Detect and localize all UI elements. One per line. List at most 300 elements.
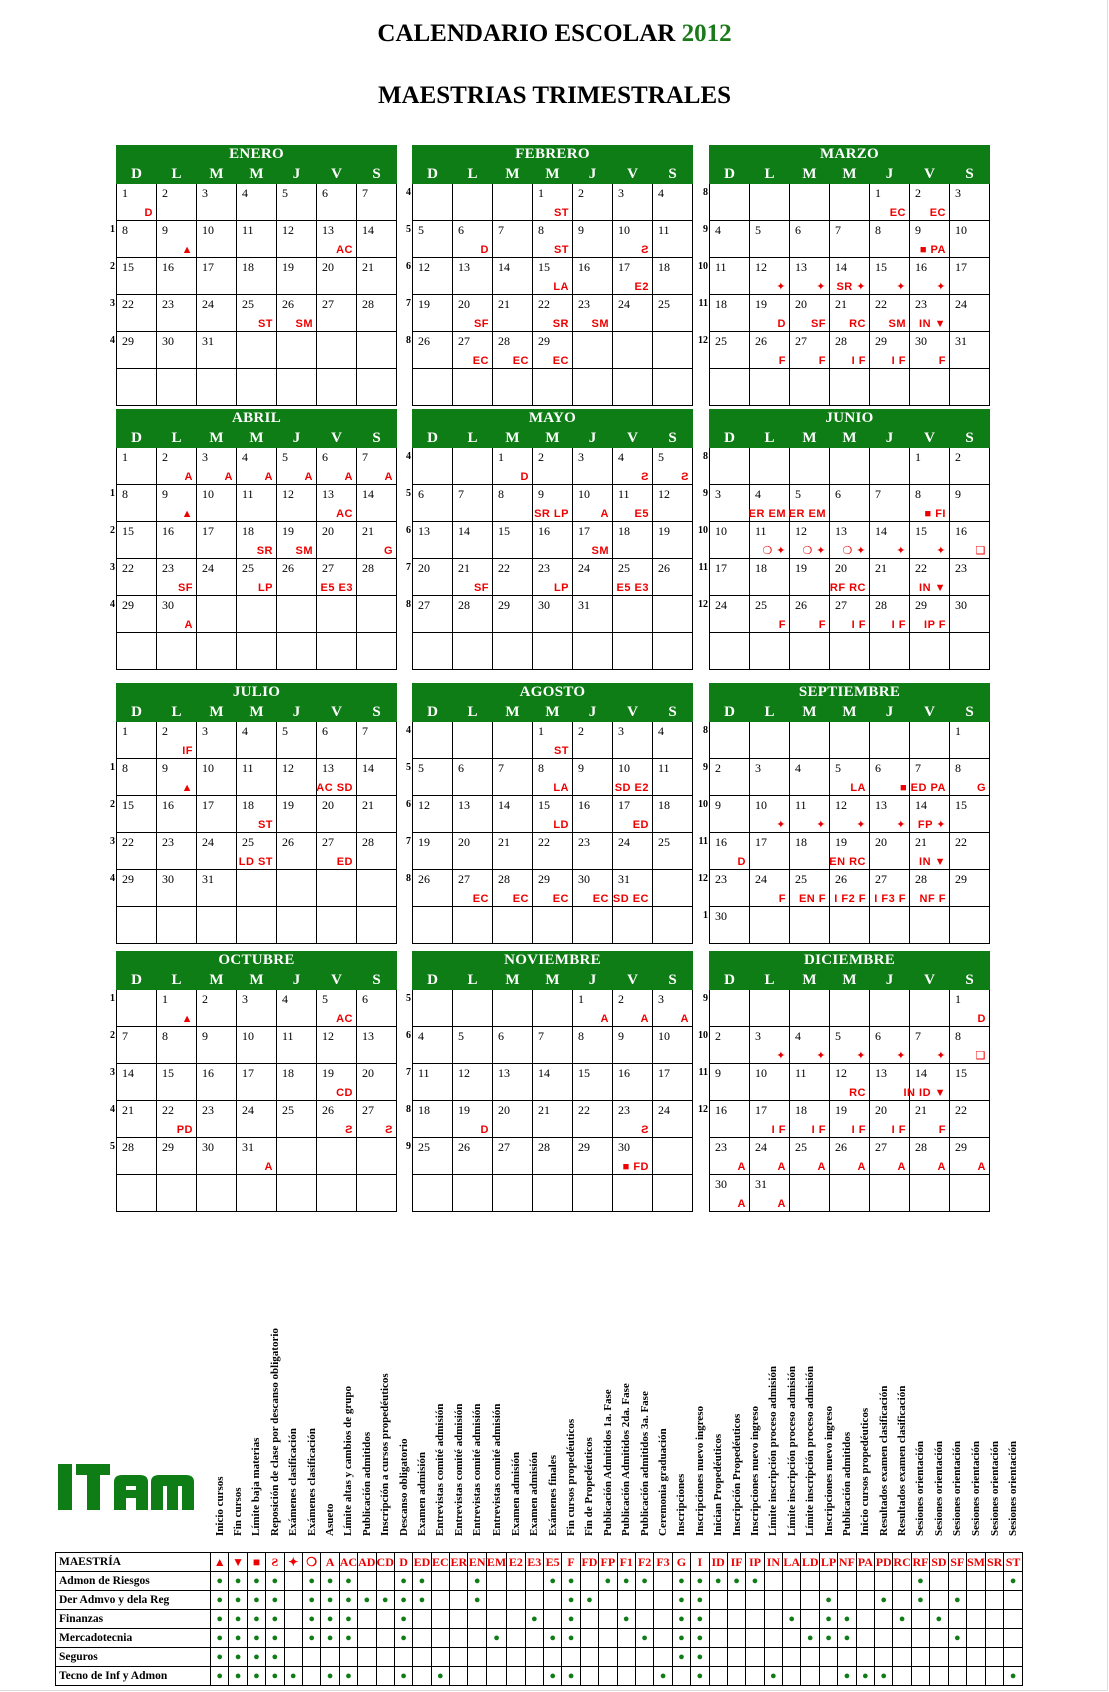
legend-code: F1 — [617, 1553, 635, 1572]
day-number: 27 — [835, 598, 847, 612]
applies-dot: ● — [266, 1572, 284, 1591]
legend-table — [55, 1292, 1023, 1686]
day-number: 24 — [755, 1140, 767, 1154]
day-cell — [453, 184, 493, 221]
event-code: SM — [591, 318, 609, 330]
day-number: 17 — [955, 260, 967, 274]
day-cell — [573, 1027, 613, 1064]
day-number: 7 — [362, 724, 368, 738]
empty-cell — [1004, 1591, 1022, 1610]
day-cell — [406, 596, 453, 633]
day-cell — [698, 332, 750, 369]
day-number: 2 — [162, 724, 168, 738]
empty-cell — [358, 1572, 376, 1591]
event-code: RC — [849, 1087, 866, 1099]
day-number: 12 — [835, 798, 847, 812]
day-cell — [493, 990, 533, 1027]
day-number: 25 — [658, 835, 670, 849]
day-cell — [830, 722, 870, 759]
day-cell — [533, 759, 573, 796]
day-cell — [698, 1064, 750, 1101]
legend-description-cell — [764, 1292, 782, 1553]
day-cell — [950, 1027, 990, 1064]
day-cell — [406, 722, 453, 759]
day-cell — [573, 295, 613, 332]
weekday-header: J — [573, 971, 613, 990]
day-number: 29 — [875, 334, 887, 348]
applies-dot: ● — [727, 1572, 745, 1591]
legend-description-cell — [562, 1292, 580, 1553]
applies-dot: ● — [635, 1572, 653, 1591]
day-cell — [910, 332, 950, 369]
day-cell — [653, 907, 693, 944]
day-cell — [357, 1027, 397, 1064]
applies-dot: ● — [672, 1648, 690, 1667]
legend-description: Publicación admitidos 3a. Fase — [638, 1391, 651, 1536]
day-number: 30 — [715, 1177, 727, 1191]
legend-description: Fin cursos propedéuticos — [565, 1418, 578, 1536]
day-cell — [830, 1027, 870, 1064]
day-cell — [613, 990, 653, 1027]
day-cell — [277, 369, 317, 406]
day-cell — [453, 907, 493, 944]
empty-cell — [856, 1591, 874, 1610]
day-number: 13 — [418, 524, 430, 538]
event-code: Ƨ — [641, 471, 649, 483]
empty-cell — [599, 1648, 617, 1667]
day-cell — [533, 833, 573, 870]
day-cell — [653, 596, 693, 633]
day-cell — [870, 522, 910, 559]
weekday-header: V — [317, 165, 357, 184]
day-number: 13 — [835, 524, 847, 538]
day-cell — [653, 833, 693, 870]
month-name: JULIO — [116, 683, 397, 702]
day-number: 16 — [202, 1066, 214, 1080]
day-cell — [117, 633, 157, 670]
weekday-header: J — [573, 165, 613, 184]
week-number: 10 — [698, 799, 708, 810]
day-number: 16 — [162, 524, 174, 538]
day-number: 4 — [715, 223, 721, 237]
event-code: D — [977, 1013, 986, 1025]
day-number: 9 — [955, 487, 961, 501]
day-number: 2 — [955, 450, 961, 464]
event-code: ❍ ✦ — [842, 545, 866, 557]
weekday-header: L — [750, 703, 790, 722]
legend-code: FP — [599, 1553, 617, 1572]
legend-code: E5 — [543, 1553, 561, 1572]
day-cell — [413, 369, 453, 406]
month-name: NOVIEMBRE — [412, 951, 693, 970]
day-number: 29 — [578, 1140, 590, 1154]
event-code: A — [737, 1161, 746, 1173]
empty-cell — [468, 1667, 486, 1686]
empty-cell — [562, 1648, 580, 1667]
event-code: ER EM — [748, 508, 786, 520]
day-cell — [870, 485, 910, 522]
day-cell — [910, 722, 950, 759]
day-number: 30 — [538, 598, 550, 612]
empty-cell — [654, 1610, 672, 1629]
day-number: 21 — [362, 798, 374, 812]
empty-cell — [709, 1629, 727, 1648]
week-number: 8 — [406, 335, 411, 346]
day-cell — [197, 990, 237, 1027]
day-number: 18 — [795, 835, 807, 849]
day-cell — [653, 184, 693, 221]
event-code: ✦ — [816, 281, 826, 293]
weekday-header: V — [613, 429, 653, 448]
program-name: Tecno de Inf y Admon — [56, 1667, 211, 1686]
empty-cell — [431, 1629, 449, 1648]
week-number: 7 — [406, 1067, 411, 1078]
weekday-header: J — [277, 971, 317, 990]
day-number: 8 — [122, 761, 128, 775]
day-number: 7 — [915, 1029, 921, 1043]
empty-cell — [284, 1572, 302, 1591]
day-cell — [750, 258, 790, 295]
day-cell — [493, 221, 533, 258]
day-number: 27 — [322, 561, 334, 575]
applies-dot: ● — [672, 1572, 690, 1591]
empty-cell — [783, 1591, 801, 1610]
empty-cell — [746, 1629, 764, 1648]
event-code: AC SD — [316, 782, 353, 794]
event-code: I F3 F — [874, 893, 906, 905]
day-cell — [237, 221, 277, 258]
week-number: 8 — [406, 599, 411, 610]
day-number: 9 — [538, 487, 544, 501]
week-number: 9 — [703, 488, 708, 499]
day-number: 21 — [498, 835, 510, 849]
day-cell — [830, 448, 870, 485]
day-cell — [110, 796, 157, 833]
legend-code: EC — [431, 1553, 449, 1572]
day-cell — [950, 796, 990, 833]
day-cell — [277, 722, 317, 759]
empty-cell — [284, 1648, 302, 1667]
day-number: 3 — [242, 992, 248, 1006]
day-number: 4 — [755, 487, 761, 501]
day-number: 27 — [458, 872, 470, 886]
day-number: 23 — [202, 1103, 214, 1117]
empty-cell — [727, 1667, 745, 1686]
day-number: 9 — [202, 1029, 208, 1043]
day-number: 28 — [498, 334, 510, 348]
day-number: 11 — [242, 223, 254, 237]
event-code: D — [480, 244, 489, 256]
legend-code: AD — [358, 1553, 376, 1572]
day-cell — [613, 295, 653, 332]
day-cell — [910, 1175, 950, 1212]
day-cell — [277, 1027, 317, 1064]
day-cell — [573, 1064, 613, 1101]
day-cell — [750, 722, 790, 759]
day-cell — [703, 184, 750, 221]
day-number: 18 — [795, 1103, 807, 1117]
applies-dot: ● — [893, 1610, 911, 1629]
month-name: ABRIL — [116, 409, 397, 428]
day-cell — [453, 258, 493, 295]
day-number: 14 — [915, 798, 927, 812]
day-cell — [317, 596, 357, 633]
day-number: 10 — [202, 223, 214, 237]
day-cell — [110, 522, 157, 559]
day-cell — [613, 184, 653, 221]
day-number: 12 — [835, 1066, 847, 1080]
day-cell — [357, 258, 397, 295]
day-number: 6 — [322, 450, 328, 464]
day-number: 16 — [955, 524, 967, 538]
day-number: 4 — [618, 450, 624, 464]
day-cell — [613, 1027, 653, 1064]
empty-cell — [746, 1591, 764, 1610]
legend-description-cell — [266, 1292, 284, 1553]
day-number: 28 — [122, 1140, 134, 1154]
legend-description: Entrevistas comité admisión — [434, 1403, 447, 1536]
event-code: EC — [512, 355, 529, 367]
day-number: 28 — [835, 334, 847, 348]
empty-cell — [893, 1591, 911, 1610]
weekday-header: D — [117, 429, 157, 448]
month-name: SEPTIEMBRE — [709, 683, 990, 702]
day-cell — [317, 1175, 357, 1212]
weekday-header: S — [950, 971, 990, 990]
legend-description: Asueto — [324, 1503, 337, 1536]
day-cell — [613, 796, 653, 833]
day-cell — [533, 1064, 573, 1101]
day-number: 23 — [162, 297, 174, 311]
week-number: 3 — [110, 836, 115, 847]
day-cell — [613, 1064, 653, 1101]
day-number: 2 — [538, 450, 544, 464]
day-number: 16 — [618, 1066, 630, 1080]
day-number: 3 — [202, 724, 208, 738]
legend-description-cell — [486, 1292, 506, 1553]
day-cell — [698, 796, 750, 833]
day-cell — [573, 596, 613, 633]
empty-cell — [801, 1648, 819, 1667]
weekday-header: J — [870, 971, 910, 990]
day-cell — [317, 522, 357, 559]
event-code: A — [264, 471, 273, 483]
day-cell — [453, 596, 493, 633]
day-number: 10 — [578, 487, 590, 501]
day-number: 19 — [658, 524, 670, 538]
empty-cell — [413, 1667, 431, 1686]
applies-dot: ● — [266, 1629, 284, 1648]
event-code: A — [264, 1161, 273, 1173]
day-cell — [317, 1064, 357, 1101]
title-text: CALENDARIO ESCOLAR — [377, 20, 676, 47]
event-code: A — [224, 471, 233, 483]
event-code: F — [938, 355, 946, 367]
applies-dot: ● — [562, 1572, 580, 1591]
program-name: Finanzas — [56, 1610, 211, 1629]
empty-cell — [284, 1629, 302, 1648]
empty-cell — [966, 1667, 985, 1686]
empty-cell — [599, 1591, 617, 1610]
day-number: 29 — [162, 1140, 174, 1154]
day-cell — [573, 522, 613, 559]
day-number: 17 — [715, 561, 727, 575]
day-cell — [710, 633, 750, 670]
event-code: NF F — [919, 893, 946, 905]
day-number: 18 — [658, 798, 670, 812]
event-code: ▲ — [181, 508, 193, 520]
day-cell — [317, 184, 357, 221]
day-cell — [950, 1101, 990, 1138]
week-number: 12 — [698, 599, 708, 610]
applies-dot: ● — [247, 1629, 265, 1648]
day-cell — [453, 221, 493, 258]
day-cell — [197, 559, 237, 596]
empty-cell — [599, 1629, 617, 1648]
day-cell — [406, 295, 453, 332]
empty-cell — [302, 1648, 320, 1667]
day-cell — [653, 722, 693, 759]
day-number: 11 — [658, 223, 670, 237]
day-cell — [830, 522, 870, 559]
empty-cell — [875, 1648, 893, 1667]
week-number: 6 — [406, 799, 411, 810]
legend-description-cell — [450, 1292, 468, 1553]
day-cell — [157, 596, 197, 633]
day-cell — [830, 833, 870, 870]
day-cell — [453, 332, 493, 369]
day-cell — [317, 258, 357, 295]
legend-description-cell — [211, 1292, 229, 1553]
event-code: ■ FD — [622, 1161, 649, 1173]
empty-cell — [856, 1610, 874, 1629]
empty-cell — [525, 1572, 543, 1591]
empty-cell — [727, 1591, 745, 1610]
day-number: 31 — [578, 598, 590, 612]
day-cell — [197, 596, 237, 633]
day-number: 24 — [658, 1103, 670, 1117]
empty-cell — [580, 1648, 598, 1667]
day-cell — [157, 522, 197, 559]
day-number: 7 — [538, 1029, 544, 1043]
applies-dot: ● — [838, 1610, 856, 1629]
event-code: ❍ ✦ — [762, 545, 786, 557]
empty-cell — [966, 1648, 985, 1667]
day-cell — [237, 759, 277, 796]
day-cell — [237, 184, 277, 221]
day-cell — [357, 332, 397, 369]
day-number: 14 — [915, 1066, 927, 1080]
day-cell — [237, 1064, 277, 1101]
day-number: 17 — [202, 260, 214, 274]
weekday-header: S — [950, 703, 990, 722]
day-number: 23 — [715, 872, 727, 886]
empty-cell — [376, 1610, 394, 1629]
day-cell — [157, 1175, 197, 1212]
legend-code: SD — [930, 1553, 948, 1572]
applies-dot: ● — [930, 1610, 948, 1629]
applies-dot: ● — [764, 1667, 782, 1686]
day-number: 3 — [578, 450, 584, 464]
day-cell — [237, 1175, 277, 1212]
applies-dot: ● — [229, 1572, 247, 1591]
event-code: E2 — [634, 281, 649, 293]
legend-description-cell — [468, 1292, 486, 1553]
legend-description: Examen admisión — [528, 1451, 541, 1536]
day-number: 3 — [202, 450, 208, 464]
event-code: FP ✦ — [917, 819, 946, 831]
weekday-header: M — [830, 703, 870, 722]
day-cell — [277, 258, 317, 295]
month-name: MAYO — [412, 409, 693, 428]
event-code: Ƨ — [641, 1124, 649, 1136]
applies-dot: ● — [599, 1572, 617, 1591]
event-code: Ƨ — [345, 1124, 353, 1136]
day-cell — [910, 369, 950, 406]
week-number: 9 — [703, 224, 708, 235]
weekday-header: M — [237, 703, 277, 722]
weekday-header: M — [533, 703, 573, 722]
day-cell — [653, 559, 693, 596]
day-cell — [870, 1138, 910, 1175]
legend-code: SM — [966, 1553, 985, 1572]
legend-description-cell — [247, 1292, 265, 1553]
legend-description-cell — [413, 1292, 431, 1553]
day-number: 2 — [162, 450, 168, 464]
day-cell — [790, 1138, 830, 1175]
weekday-header: S — [357, 165, 397, 184]
day-number: 10 — [202, 487, 214, 501]
day-number: 21 — [498, 297, 510, 311]
applies-dot: ● — [321, 1667, 339, 1686]
day-cell — [197, 1027, 237, 1064]
day-number: 16 — [715, 835, 727, 849]
day-cell — [197, 221, 237, 258]
day-number: 12 — [282, 487, 294, 501]
empty-cell — [507, 1667, 525, 1686]
applies-dot: ● — [875, 1591, 893, 1610]
day-cell — [950, 485, 990, 522]
empty-cell — [413, 1610, 431, 1629]
day-cell — [790, 184, 830, 221]
event-code: ✦ — [936, 1050, 946, 1062]
day-cell — [790, 759, 830, 796]
day-cell — [157, 485, 197, 522]
day-cell — [237, 485, 277, 522]
day-number: 27 — [458, 334, 470, 348]
empty-cell — [284, 1591, 302, 1610]
legend-description: Límite baja materias — [250, 1437, 263, 1536]
day-cell — [357, 559, 397, 596]
legend-description: Reposición de clase por descanso obligatorio — [268, 1328, 281, 1536]
day-number: 7 — [498, 761, 504, 775]
day-cell — [910, 596, 950, 633]
weekday-header: J — [277, 703, 317, 722]
day-number: 23 — [162, 835, 174, 849]
day-cell — [317, 1027, 357, 1064]
empty-cell — [543, 1610, 561, 1629]
day-number: 8 — [578, 1029, 584, 1043]
week-number: 10 — [698, 525, 708, 536]
day-cell — [653, 448, 693, 485]
day-number: 28 — [915, 872, 927, 886]
applies-dot: ● — [321, 1610, 339, 1629]
event-code: D — [737, 856, 746, 868]
day-cell — [493, 559, 533, 596]
day-cell — [698, 870, 750, 907]
day-cell — [910, 184, 950, 221]
title-year: 2012 — [681, 20, 732, 47]
